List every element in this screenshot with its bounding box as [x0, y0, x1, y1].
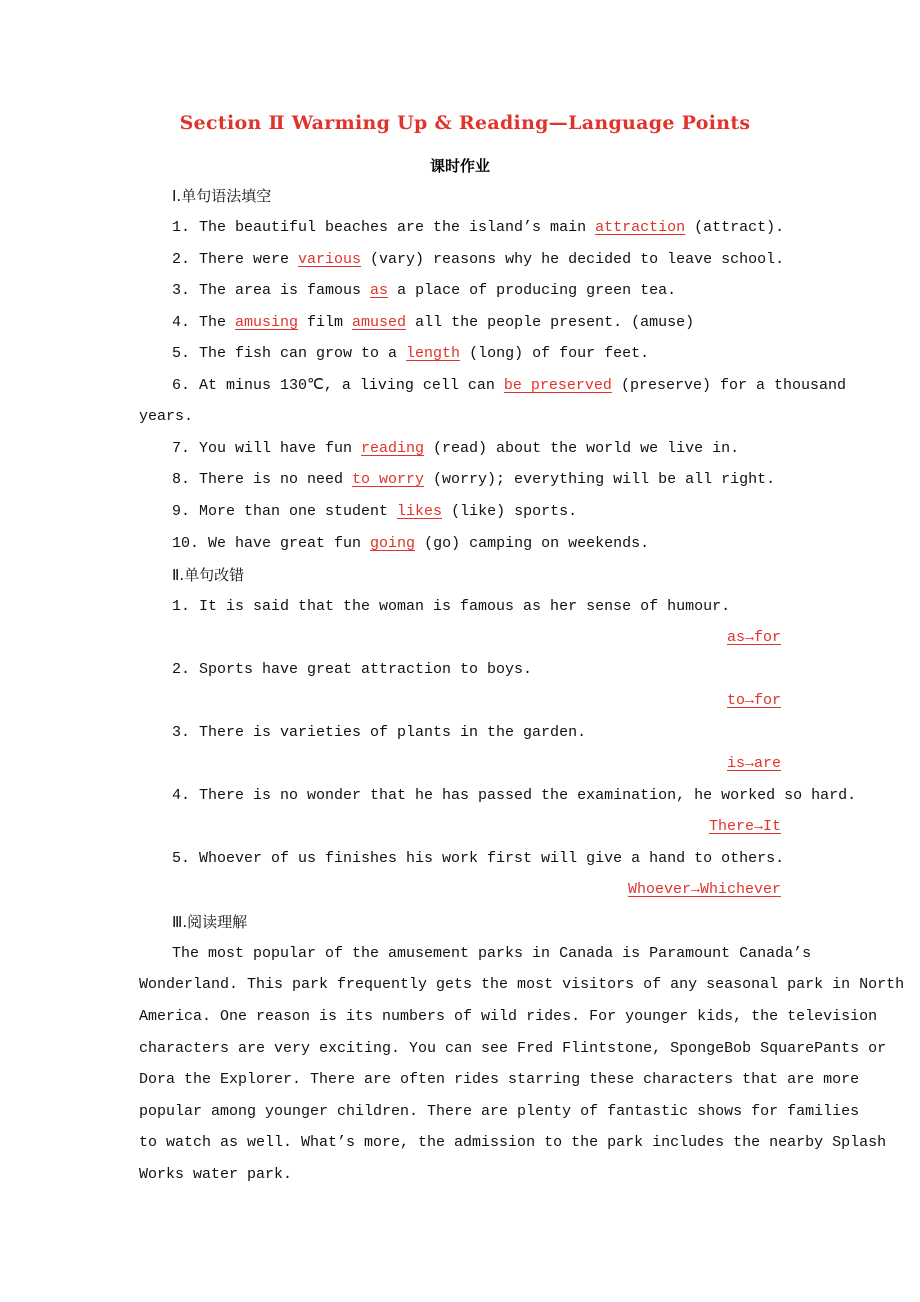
part1-heading: Ⅰ.单句语法填空: [172, 187, 272, 205]
passage-line-3: America. One reason is its numbers of wild rides. For younger kids, the television: [139, 1008, 878, 1025]
passage-line-5: Dora the Explorer. There are often rides starring these characters that are more: [139, 1071, 860, 1088]
passage-line-8: Works water park.: [139, 1166, 293, 1183]
answer-2: amused: [352, 314, 407, 331]
passage-line-2: Wonderland. This park frequently gets the most visitors of any seasonal park in North: [139, 976, 905, 993]
correction-item-2: 2. Sports have great attraction to boys.: [172, 661, 533, 678]
answer: amusing: [235, 314, 299, 331]
part3-heading: Ⅲ.阅读理解: [172, 913, 248, 931]
correction-item-1: 1. It is said that the woman is famous as her sense of humour.: [172, 598, 731, 615]
correction-item-5: 5. Whoever of us finishes his work first will give a hand to others.: [172, 850, 785, 867]
fill-item-9: 9. More than one student likes (like) sports.: [172, 503, 578, 520]
passage-line-7: to watch as well. What’s more, the admission to the park includes the nearby Splash: [139, 1134, 887, 1151]
fill-item-5: 5. The fish can grow to a length (long) of four feet.: [172, 345, 650, 362]
part2-heading: Ⅱ.单句改错: [172, 566, 245, 584]
correction-item-4: 4. There is no wonder that he has passed the examination, he worked so hard.: [172, 787, 857, 804]
answer: be preserved: [503, 377, 612, 394]
fill-item-1: 1. The beautiful beaches are the island’s main attraction (attract).: [172, 219, 785, 236]
correction-answer-2: to→for: [726, 692, 781, 709]
passage-line-1: The most popular of the amusement parks in Canada is Paramount Canada’s: [172, 945, 812, 962]
correction-answer-3: is→are: [726, 755, 781, 772]
fill-item-2: 2. There were various (vary) reasons why he decided to leave school.: [172, 251, 785, 268]
section-subtitle: 课时作业: [429, 157, 490, 175]
fill-item-6: 6. At minus 130℃, a living cell can be preserved (preserve) for a thousand: [172, 377, 846, 394]
correction-answer-5: Whoever→Whichever: [627, 881, 781, 898]
answer: various: [298, 251, 362, 268]
answer: reading: [361, 440, 425, 457]
fill-item-10: 10. We have great fun going (go) camping on weekends.: [172, 535, 650, 552]
answer: attraction: [595, 219, 686, 236]
correction-answer-4: There→It: [708, 818, 781, 835]
section-title: Section Ⅱ Warming Up & Reading—Language Points: [179, 112, 751, 134]
correction-item-3: 3. There is varieties of plants in the garden.: [172, 724, 587, 741]
passage-line-6: popular among younger children. There are plenty of fantastic shows for families: [139, 1103, 860, 1120]
fill-item-6-continued: years.: [139, 408, 194, 425]
passage-line-4: characters are very exciting. You can see Fred Flintstone, SpongeBob SquarePants or: [139, 1040, 887, 1057]
fill-item-4: 4. The amusing film amused all the people present. (amuse): [172, 314, 695, 331]
answer: going: [370, 535, 416, 552]
correction-answer-1: as→for: [726, 629, 781, 646]
answer: likes: [397, 503, 443, 520]
fill-item-3: 3. The area is famous as a place of producing green tea.: [172, 282, 677, 299]
fill-item-8: 8. There is no need to worry (worry); everything will be all right.: [172, 471, 776, 488]
answer: length: [406, 345, 461, 362]
answer: as: [370, 282, 389, 299]
answer: to worry: [352, 471, 425, 488]
fill-item-7: 7. You will have fun reading (read) about the world we live in.: [172, 440, 740, 457]
